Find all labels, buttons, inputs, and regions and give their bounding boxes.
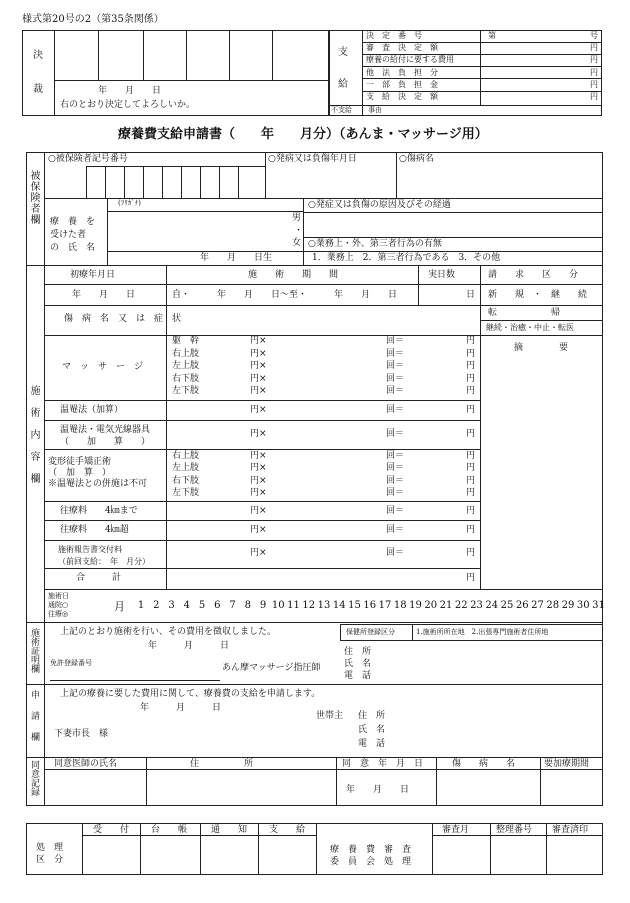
calendar-day: 29 xyxy=(561,600,575,611)
correction-part: 左下肢 xyxy=(172,488,200,499)
massage-part: 躯 幹 xyxy=(172,336,200,346)
form-number: 様式第20号の2（第35条関係） xyxy=(22,14,164,25)
consent-section-label: 同意記録 xyxy=(29,760,39,796)
calendar-day: 18 xyxy=(393,600,407,611)
calendar-day: 6 xyxy=(214,600,221,611)
hot-pack-label: 温罨法（加算） xyxy=(60,405,124,415)
decision-label: 決 xyxy=(33,50,43,61)
travel-4-label: 往療料 4㎞まで xyxy=(60,506,138,516)
calendar-day: 19 xyxy=(409,600,422,611)
massage-yen: 円 xyxy=(466,336,476,346)
massage-times: 回＝ xyxy=(386,336,405,346)
license-number-label: 免許登録番号 xyxy=(50,659,92,667)
calendar-day: 10 xyxy=(271,600,285,611)
correction-yen-x: 円× xyxy=(250,488,267,499)
massage-part: 右上肢 xyxy=(172,348,200,359)
app-name: 氏 名 xyxy=(358,725,386,735)
cert-address: 住 所 xyxy=(344,647,372,657)
remarks-label: 摘 要 xyxy=(514,343,569,353)
massage-part: 左下肢 xyxy=(172,386,200,397)
travel-4-times: 回＝ xyxy=(386,506,405,516)
massage-label: マ ッ サ ー ジ xyxy=(62,362,144,372)
calendar-day: 16 xyxy=(363,600,377,611)
app-phone: 電 話 xyxy=(358,739,386,749)
report-yen: 円 xyxy=(466,548,476,558)
massage-yen-x: 円× xyxy=(250,348,267,359)
page-title: 療養費支給申請書（ 年 月分）（あんま・マッサージ用） xyxy=(118,127,488,142)
calendar-day: 12 xyxy=(302,600,316,611)
correction-yen: 円 xyxy=(466,475,476,486)
first-visit-label: 初療年月日 xyxy=(70,270,116,280)
calendar-day: 1 xyxy=(137,600,145,611)
massage-yen-x: 円× xyxy=(250,361,267,372)
report-label: 施術報告書交付料 （前回支給： 年 月分） xyxy=(58,545,150,566)
calendar-day: 26 xyxy=(515,600,529,611)
hot-pack-elec-yen-x: 円× xyxy=(250,429,267,439)
committee-label: 療 養 費 審 査 委 員 会 処 理 xyxy=(330,845,412,867)
application-section-label: 申請欄 xyxy=(29,690,39,753)
payment-row-label: 審 査 決 定 額 xyxy=(366,43,438,53)
massage-yen: 円 xyxy=(466,373,476,384)
payment-row-label: 療養の給付に要する費用 xyxy=(366,55,454,65)
processing-column: 支 給 xyxy=(268,825,305,835)
calendar-day: 13 xyxy=(317,600,331,611)
certification-statement: 上記のとおり施術を行い、その費用を徴収しました。 xyxy=(60,627,277,637)
calendar-day: 5 xyxy=(198,600,206,611)
processing-label: 処 理 区 分 xyxy=(36,843,64,865)
massage-yen: 円 xyxy=(466,348,476,359)
decision-date: 年 月 日 xyxy=(98,86,162,96)
payment-row-unit: 円 xyxy=(590,43,598,53)
total-label: 合 計 xyxy=(76,573,122,583)
gender-male: 男 xyxy=(292,213,302,223)
payment-row-unit: 円 xyxy=(590,92,598,101)
hot-pack-elec-label: 温罨法・電気光線器具 （ 加 算 ） xyxy=(60,425,151,447)
calendar-day: 31 xyxy=(592,600,605,611)
calendar-month: 月 xyxy=(114,600,125,613)
insured-section-label: 被保険者欄 xyxy=(28,170,39,225)
processing-column: 通 知 xyxy=(210,825,247,835)
decision-label-2: 裁 xyxy=(33,84,43,95)
calendar-day: 9 xyxy=(259,600,267,611)
payment-row-label: 他 法 負 担 分 xyxy=(366,67,438,77)
birth-date: 年 月 日生 xyxy=(200,253,273,263)
consent-address-label: 住 所 xyxy=(190,759,254,769)
calendar-day: 8 xyxy=(244,600,251,611)
payment-row-unit: 号 xyxy=(590,31,598,40)
correction-yen: 円 xyxy=(466,488,476,499)
hot-pack-yen: 円 xyxy=(466,405,476,415)
payment-row-unit: 円 xyxy=(590,67,598,77)
calendar-day: 4 xyxy=(183,600,190,611)
payment-row-label: 一 部 負 担 金 xyxy=(366,79,438,89)
outcome-label: 転 帰 xyxy=(488,308,561,318)
cert-name: 氏 名 xyxy=(344,659,372,669)
payment-row-unit: 円 xyxy=(590,55,598,65)
travel-4-over-yen: 円 xyxy=(466,525,476,535)
massage-yen: 円 xyxy=(466,361,476,372)
calendar-day: 22 xyxy=(454,600,468,611)
category-new: 新 規 ・ 継 続 xyxy=(488,290,588,300)
calendar-day: 3 xyxy=(168,600,175,611)
calendar-day: 15 xyxy=(348,600,361,611)
diagnosis-label: 傷 病 名 又 は 症 状 xyxy=(64,314,182,324)
calendar-day: 11 xyxy=(287,600,300,611)
calendar-label: 施術日 通院○ 往療◎ xyxy=(48,592,69,618)
payment-row-value: 第 xyxy=(488,31,496,40)
calendar-day: 25 xyxy=(500,600,514,611)
certification-section-label: 施術証明欄 xyxy=(29,628,39,673)
correction-yen: 円 xyxy=(466,463,476,474)
reason-label: 事由 xyxy=(368,106,382,114)
days-label: 実日数 xyxy=(428,270,456,280)
period-label: 施 術 期 間 xyxy=(248,270,339,280)
review-month: 審査月 xyxy=(442,825,470,835)
correction-part: 右下肢 xyxy=(172,475,200,486)
payment-label-2: 給 xyxy=(338,79,348,90)
correction-part: 左上肢 xyxy=(172,463,200,474)
app-address: 住 所 xyxy=(358,711,386,721)
arrangement-no: 整理番号 xyxy=(496,825,533,835)
massage-yen-x: 円× xyxy=(250,386,267,397)
gender-female: 女 xyxy=(292,238,302,248)
decision-approval: 右のとおり決定してよろしいか。 xyxy=(60,100,196,110)
correction-yen-x: 円× xyxy=(250,463,267,474)
travel-4-yen-x: 円× xyxy=(250,506,267,516)
report-yen-x: 円× xyxy=(250,548,267,558)
certification-date: 年 月 日 xyxy=(148,641,230,651)
massage-times: 回＝ xyxy=(386,361,405,372)
processing-column: 受 付 xyxy=(92,825,129,835)
registry-class: 保健所登録区分 xyxy=(346,628,395,636)
correction-part: 右上肢 xyxy=(172,451,200,461)
practitioner-label: あん摩マッサージ指圧師 xyxy=(222,663,321,673)
payment-label: 支 xyxy=(338,47,348,58)
travel-4-yen: 円 xyxy=(466,506,476,516)
payment-row-unit: 円 xyxy=(590,79,598,89)
travel-4-over-times: 回＝ xyxy=(386,525,405,535)
onset-date-label: ○発病又は負傷年月日 xyxy=(268,154,357,164)
processing-column: 台 帳 xyxy=(150,825,187,835)
furigana-label: (ﾌﾘｶﾞﾅ) xyxy=(118,199,141,207)
consent-disease-label: 傷 病 名 xyxy=(452,759,516,769)
hot-pack-times: 回＝ xyxy=(386,405,405,415)
consent-date-label: 同 意 年 月 日 xyxy=(342,759,424,769)
consent-date-value: 年 月 日 xyxy=(346,785,410,795)
correction-times: 回＝ xyxy=(386,475,405,486)
calendar-day: 30 xyxy=(576,600,590,611)
application-statement: 上記の療養に要した費用に関して、療養費の支給を申請します。 xyxy=(60,689,321,699)
work-options: 1．業務上 2．第三者行為である 3．その他 xyxy=(312,253,501,263)
hot-pack-elec-yen: 円 xyxy=(466,429,476,439)
category-label: 請 求 区 分 xyxy=(488,270,579,280)
calendar-day: 23 xyxy=(470,600,483,611)
calendar-day: 7 xyxy=(229,600,236,611)
first-visit-date: 年 月 日 xyxy=(72,290,136,300)
calendar-day: 20 xyxy=(424,600,438,611)
consent-period-label: 要加療期間 xyxy=(544,759,590,769)
massage-times: 回＝ xyxy=(386,348,405,359)
householder-label: 世帯主 xyxy=(316,711,344,721)
work-label: ○業務上・外、第三者行為の有無 xyxy=(308,239,442,249)
hot-pack-elec-times: 回＝ xyxy=(386,429,405,439)
correction-times: 回＝ xyxy=(386,451,405,461)
calendar-day: 21 xyxy=(439,600,453,611)
calendar-day: 24 xyxy=(485,600,499,611)
calendar-day: 28 xyxy=(546,600,560,611)
cert-phone: 電 話 xyxy=(344,671,372,681)
payment-row-label: 支 給 決 定 額 xyxy=(366,92,438,101)
travel-4-over-yen-x: 円× xyxy=(250,525,267,535)
massage-times: 回＝ xyxy=(386,386,405,397)
travel-4-over-label: 往療料 4㎞超 xyxy=(60,525,129,535)
correction-times: 回＝ xyxy=(386,463,405,474)
correction-yen-x: 円× xyxy=(250,475,267,486)
outcome-options: 継続・治癒・中止・転医 xyxy=(486,323,574,332)
disease-name-label: ○傷病名 xyxy=(399,154,434,164)
massage-yen-x: 円× xyxy=(250,336,267,346)
cause-label: ○発症又は負傷の原因及びその経過 xyxy=(308,200,451,210)
total-yen: 円 xyxy=(466,573,476,583)
correction-times: 回＝ xyxy=(386,488,405,499)
calendar-day: 2 xyxy=(153,600,160,611)
massage-part: 右下肢 xyxy=(172,373,200,384)
massage-yen: 円 xyxy=(466,386,476,397)
days-unit: 日 xyxy=(466,290,476,300)
doctor-name-label: 同意医師の氏名 xyxy=(54,759,118,769)
registry-options: 1.施術所所在地 2.出張専門施術者住所地 xyxy=(416,628,549,636)
review-done: 審査済印 xyxy=(552,825,589,835)
recipient: 下妻市長 様 xyxy=(54,729,109,739)
non-payment-label: 不支給 xyxy=(331,106,352,114)
massage-yen-x: 円× xyxy=(250,373,267,384)
correction-yen-x: 円× xyxy=(250,451,267,461)
correction-yen: 円 xyxy=(466,451,476,461)
massage-part: 左上肢 xyxy=(172,361,200,372)
payment-row-label: 決 定 番 号 xyxy=(366,31,422,40)
calendar-day: 14 xyxy=(332,600,346,611)
insurance-number-label: ○被保険者記号番号 xyxy=(48,154,128,164)
period-value: 自・ 年 月 日〜至・ 年 月 日 xyxy=(172,290,398,300)
report-times: 回＝ xyxy=(386,548,405,558)
correction-label: 変形徒手矯正術 （ 加 算 ） ※温罨法との併施は不可 xyxy=(48,457,148,489)
calendar-day: 27 xyxy=(531,600,544,611)
calendar-day: 17 xyxy=(378,600,392,611)
gender-dot: ・ xyxy=(294,226,304,236)
hot-pack-yen-x: 円× xyxy=(250,405,267,415)
application-date: 年 月 日 xyxy=(140,703,222,713)
patient-name-label: 療 養 を 受けた者 の 氏 名 xyxy=(50,217,96,253)
treatment-section-label: 施術内容欄 xyxy=(28,385,39,495)
massage-times: 回＝ xyxy=(386,373,405,384)
